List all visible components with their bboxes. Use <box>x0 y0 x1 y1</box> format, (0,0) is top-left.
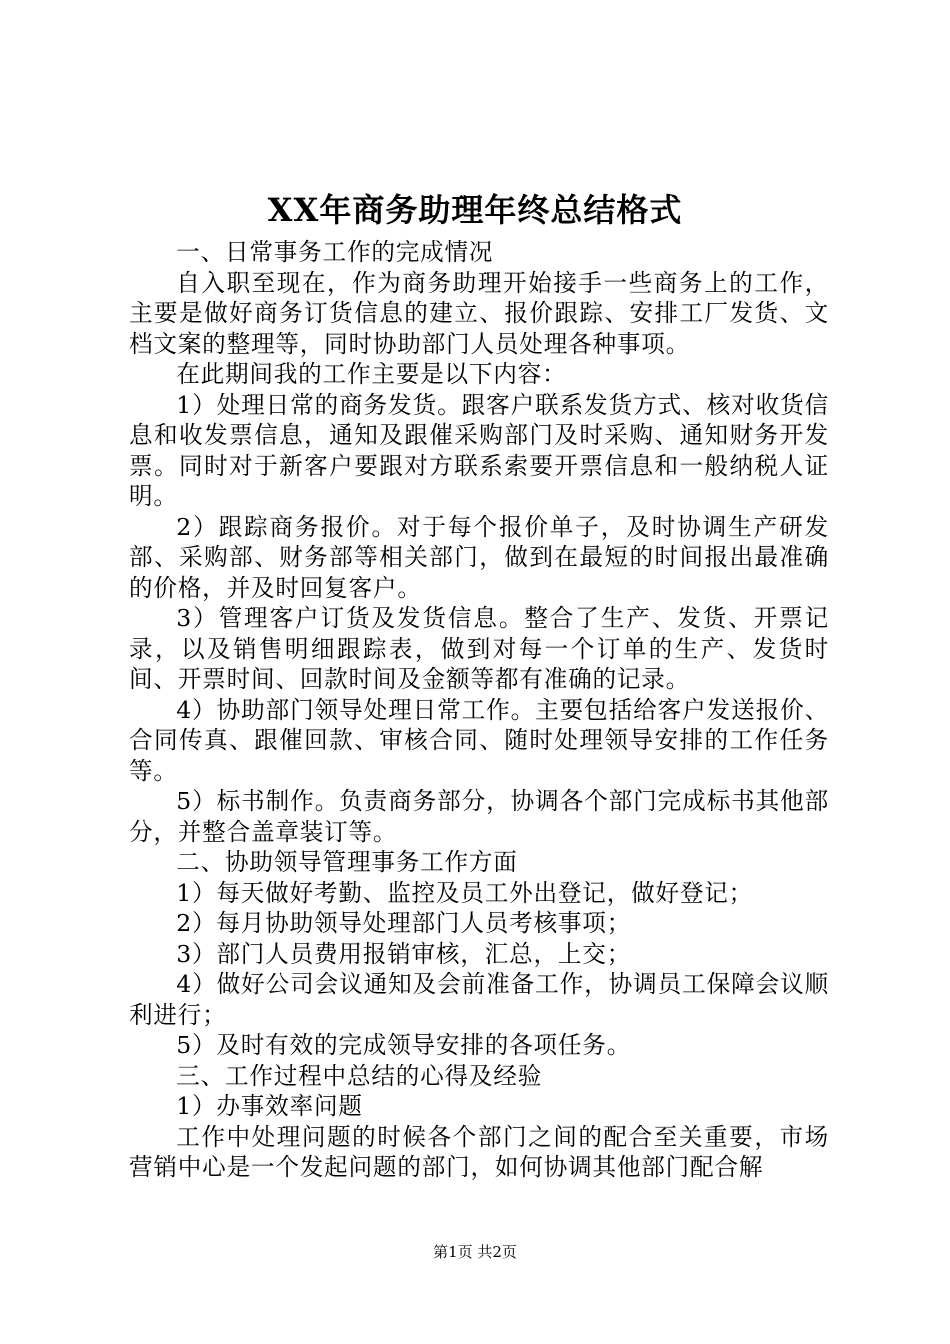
section-heading-2: 二、协助领导管理事务工作方面 <box>176 848 518 876</box>
list-item: 5）及时有效的完成领导安排的各项任务。 <box>176 1031 632 1059</box>
paragraph: 自入职至现在，作为商务助理开始接手一些商务上的工作，主要是做好商务订货信息的建立、报价跟踪、安排工厂发货、文档文案的整理等，同时协助部门人员处理各种事项。 <box>129 268 829 358</box>
section-heading-1: 一、日常事务工作的完成情况 <box>176 238 494 266</box>
paragraph: 工作中处理问题的时候各个部门之间的配合至关重要，市场营销中心是一个发起问题的部门，如何协调其他部门配合解 <box>129 1122 829 1181</box>
document-body <box>129 237 829 1183</box>
list-item: 1）处理日常的商务发货。跟客户联系发货方式、核对收货信息和收发票信息，通知及跟催采购部门及时采购、通知财务开发票。同时对于新客户要跟对方联系索要开票信息和一般纳税人证明。 <box>129 390 829 510</box>
section-heading-3: 三、工作过程中总结的心得及经验 <box>176 1061 543 1090</box>
page-footer: 第1页 共2页 <box>433 1243 517 1261</box>
list-item: 4）协助部门领导处理日常工作。主要包括给客户发送报价、合同传真、跟催回款、审核合同、随时处理领导安排的工作任务等。 <box>129 695 829 785</box>
list-item: 1）每天做好考勤、监控及员工外出登记，做好登记； <box>176 878 754 907</box>
list-item: 3）部门人员费用报销审核，汇总，上交； <box>176 939 632 968</box>
list-item: 2）跟踪商务报价。对于每个报价单子，及时协调生产研发部、采购部、财务部等相关部门，做到在最短的时间报出最准确的价格，并及时回复客户。 <box>129 512 829 602</box>
list-item: 3）管理客户订货及发货信息。整合了生产、发货、开票记录，以及销售明细跟踪表，做到对每一个订单的生产、发货时间、开票时间、回款时间及金额等都有准确的记录。 <box>129 604 829 693</box>
paragraph: 在此期间我的工作主要是以下内容： <box>176 360 567 388</box>
list-item: 4）做好公司会议通知及会前准备工作，协调员工保障会议顺利进行； <box>129 970 829 1029</box>
subheading: 1）办事效率问题 <box>176 1092 363 1120</box>
list-item: 5）标书制作。负责商务部分，协调各个部门完成标书其他部分，并整合盖章装订等。 <box>129 787 829 846</box>
list-item: 2）每月协助领导处理部门人员考核事项； <box>176 909 632 937</box>
document-title: XX年商务助理年终总结格式 <box>267 191 683 229</box>
